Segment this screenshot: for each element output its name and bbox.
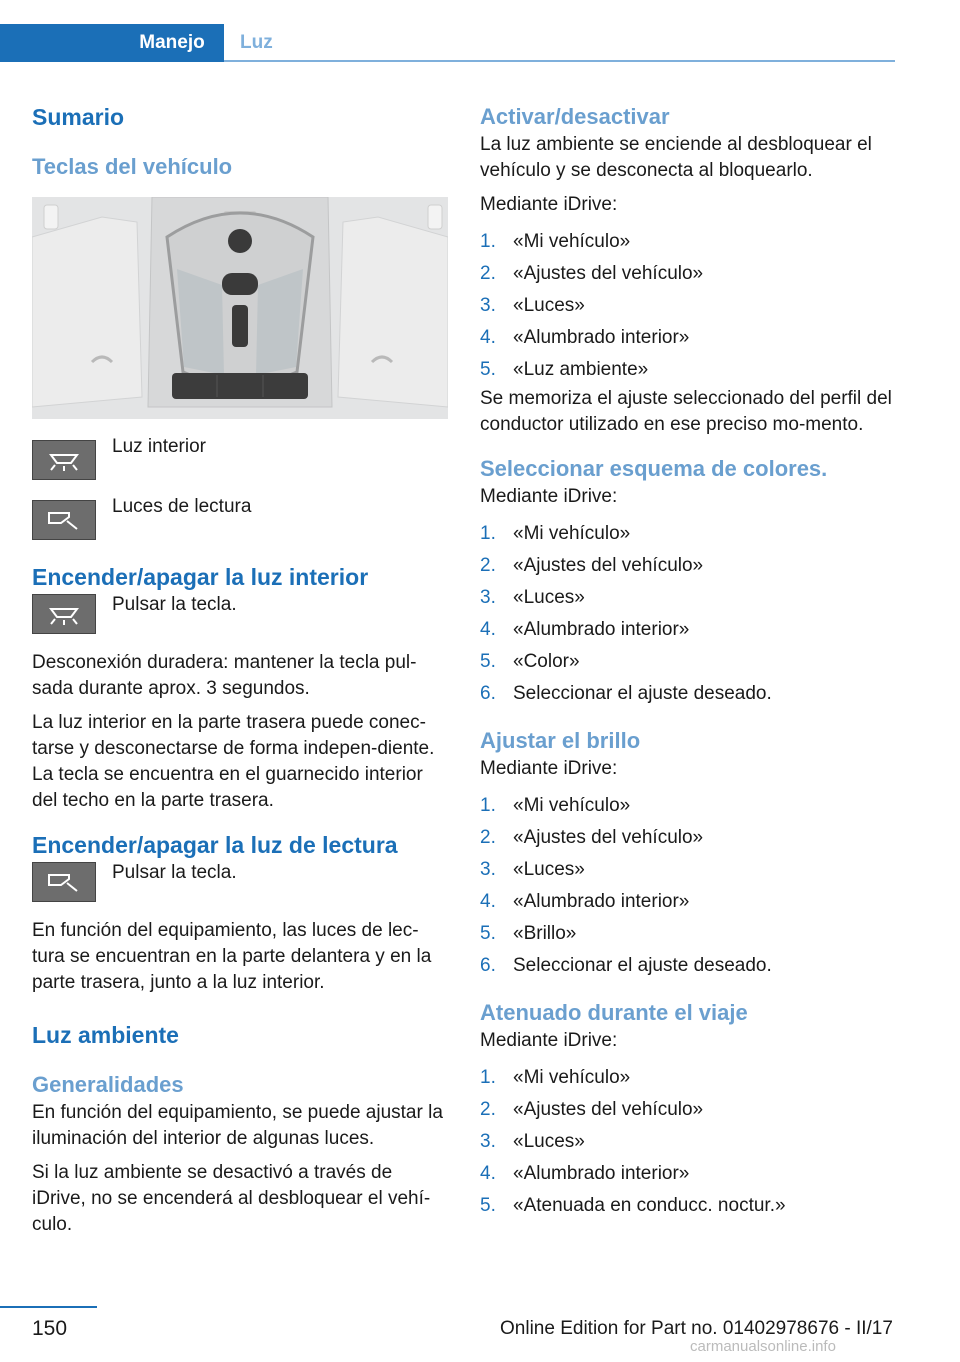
para-brillo: Mediante iDrive:: [480, 758, 618, 779]
list-item: 4. «Alumbrado interior»: [480, 327, 690, 348]
interior-light-icon: [32, 440, 96, 480]
list-item: 3. «Luces»: [480, 587, 585, 608]
footer-rule: [0, 1306, 97, 1308]
list-item: 1. «Mi vehículo»: [480, 795, 631, 816]
list-atenuado: [480, 1062, 896, 1222]
list-item: 6. Seleccionar el ajuste deseado.: [480, 683, 772, 704]
list-activar: [480, 226, 896, 386]
para-lectura: En función del equipamiento, las luces de lec-tura se encuentran en la parte delantera y en la parte trasera, junto a la luz interior.: [32, 920, 432, 993]
icon-row-interior-press: [32, 592, 448, 644]
right-column: [480, 96, 896, 1222]
para-generalidades-1: En función del equipamiento, se puede ajustar la iluminación del interior de algunas luces.: [32, 1102, 443, 1149]
page-number: 150: [32, 1317, 68, 1340]
heading-sumario: Sumario: [32, 104, 125, 130]
interior-light-icon: [32, 594, 96, 634]
list-item: 3. «Luces»: [480, 295, 585, 316]
label-luz-interior: Luz interior: [112, 436, 206, 457]
list-item: 2. «Ajustes del vehículo»: [480, 263, 704, 284]
header-accent: [0, 24, 120, 62]
heading-encender-interior: Encender/apagar la luz interior: [32, 564, 369, 590]
list-item: 5. «Brillo»: [480, 923, 577, 944]
list-item: 5. «Luz ambiente»: [480, 359, 649, 380]
list-item: 4. «Alumbrado interior»: [480, 1163, 690, 1184]
heading-colores: Seleccionar esquema de colores.: [480, 456, 828, 481]
para-colores: Mediante iDrive:: [480, 486, 618, 507]
heading-generalidades: Generalidades: [32, 1072, 184, 1097]
list-colores: [480, 518, 896, 710]
para-generalidades-2: Si la luz ambiente se desactivó a través de iDrive, no se encenderá al desbloquear el vehí-culo.: [32, 1162, 431, 1235]
reading-light-icon: [32, 862, 96, 902]
heading-luz-ambiente: Luz ambiente: [32, 1022, 179, 1048]
watermark: carmanualsonline.info: [690, 1338, 836, 1355]
para-interior-trasera: La luz interior en la parte trasera puede conec-tarse y desconectarse de forma indepen-diente. La tecla se encuentra en el guarnecido interior del techo en la parte trasera.: [32, 712, 435, 811]
header-divider: [224, 60, 895, 62]
list-item: 4. «Alumbrado interior»: [480, 891, 690, 912]
icon-row-lectura-press: [32, 860, 448, 912]
heading-brillo: Ajustar el brillo: [480, 728, 641, 753]
list-item: 5. «Atenuada en conducc. noctur.»: [480, 1195, 786, 1216]
reading-light-icon: [32, 500, 96, 540]
list-item: 6. Seleccionar el ajuste deseado.: [480, 955, 772, 976]
para-atenuado: Mediante iDrive:: [480, 1030, 618, 1051]
text-pulsar-interior: Pulsar la tecla.: [112, 594, 237, 615]
icon-row-interior: [32, 434, 448, 494]
list-item: 1. «Mi vehículo»: [480, 1067, 631, 1088]
list-item: 4. «Alumbrado interior»: [480, 619, 690, 640]
list-brillo: [480, 790, 896, 982]
icon-row-lectura: [32, 494, 448, 554]
header-bar: [0, 24, 895, 62]
list-item: 1. «Mi vehículo»: [480, 231, 631, 252]
heading-activar: Activar/desactivar: [480, 104, 670, 129]
label-luces-lectura: Luces de lectura: [112, 496, 252, 517]
heading-atenuado: Atenuado durante el viaje: [480, 1000, 748, 1025]
para-activar-3: Se memoriza el ajuste seleccionado del perfil del conductor utilizado en ese preciso mo-mento.: [480, 388, 892, 435]
para-activar-2: Mediante iDrive:: [480, 194, 618, 215]
heading-teclas: Teclas del vehículo: [32, 154, 233, 179]
left-column: [32, 96, 448, 1238]
tab-luz[interactable]: Luz: [240, 32, 273, 53]
list-item: 2. «Ajustes del vehículo»: [480, 827, 704, 848]
list-item: 3. «Luces»: [480, 859, 585, 880]
list-item: 3. «Luces»: [480, 1131, 585, 1152]
text-pulsar-lectura: Pulsar la tecla.: [112, 862, 237, 883]
tab-manejo[interactable]: Manejo: [120, 24, 224, 62]
list-item: 5. «Color»: [480, 651, 580, 672]
para-activar-1: La luz ambiente se enciende al desbloquear el vehículo y se desconecta al bloquearlo.: [480, 134, 872, 181]
list-item: 2. «Ajustes del vehículo»: [480, 555, 704, 576]
para-desconexion: Desconexión duradera: mantener la tecla pul-sada durante aprox. 3 segundos.: [32, 652, 417, 699]
heading-encender-lectura: Encender/apagar la luz de lectura: [32, 832, 398, 858]
list-item: 1. «Mi vehículo»: [480, 523, 631, 544]
roof-console-photo: [32, 197, 448, 419]
list-item: 2. «Ajustes del vehículo»: [480, 1099, 704, 1120]
edition-note: Online Edition for Part no. 01402978676 - II/17: [500, 1318, 893, 1339]
